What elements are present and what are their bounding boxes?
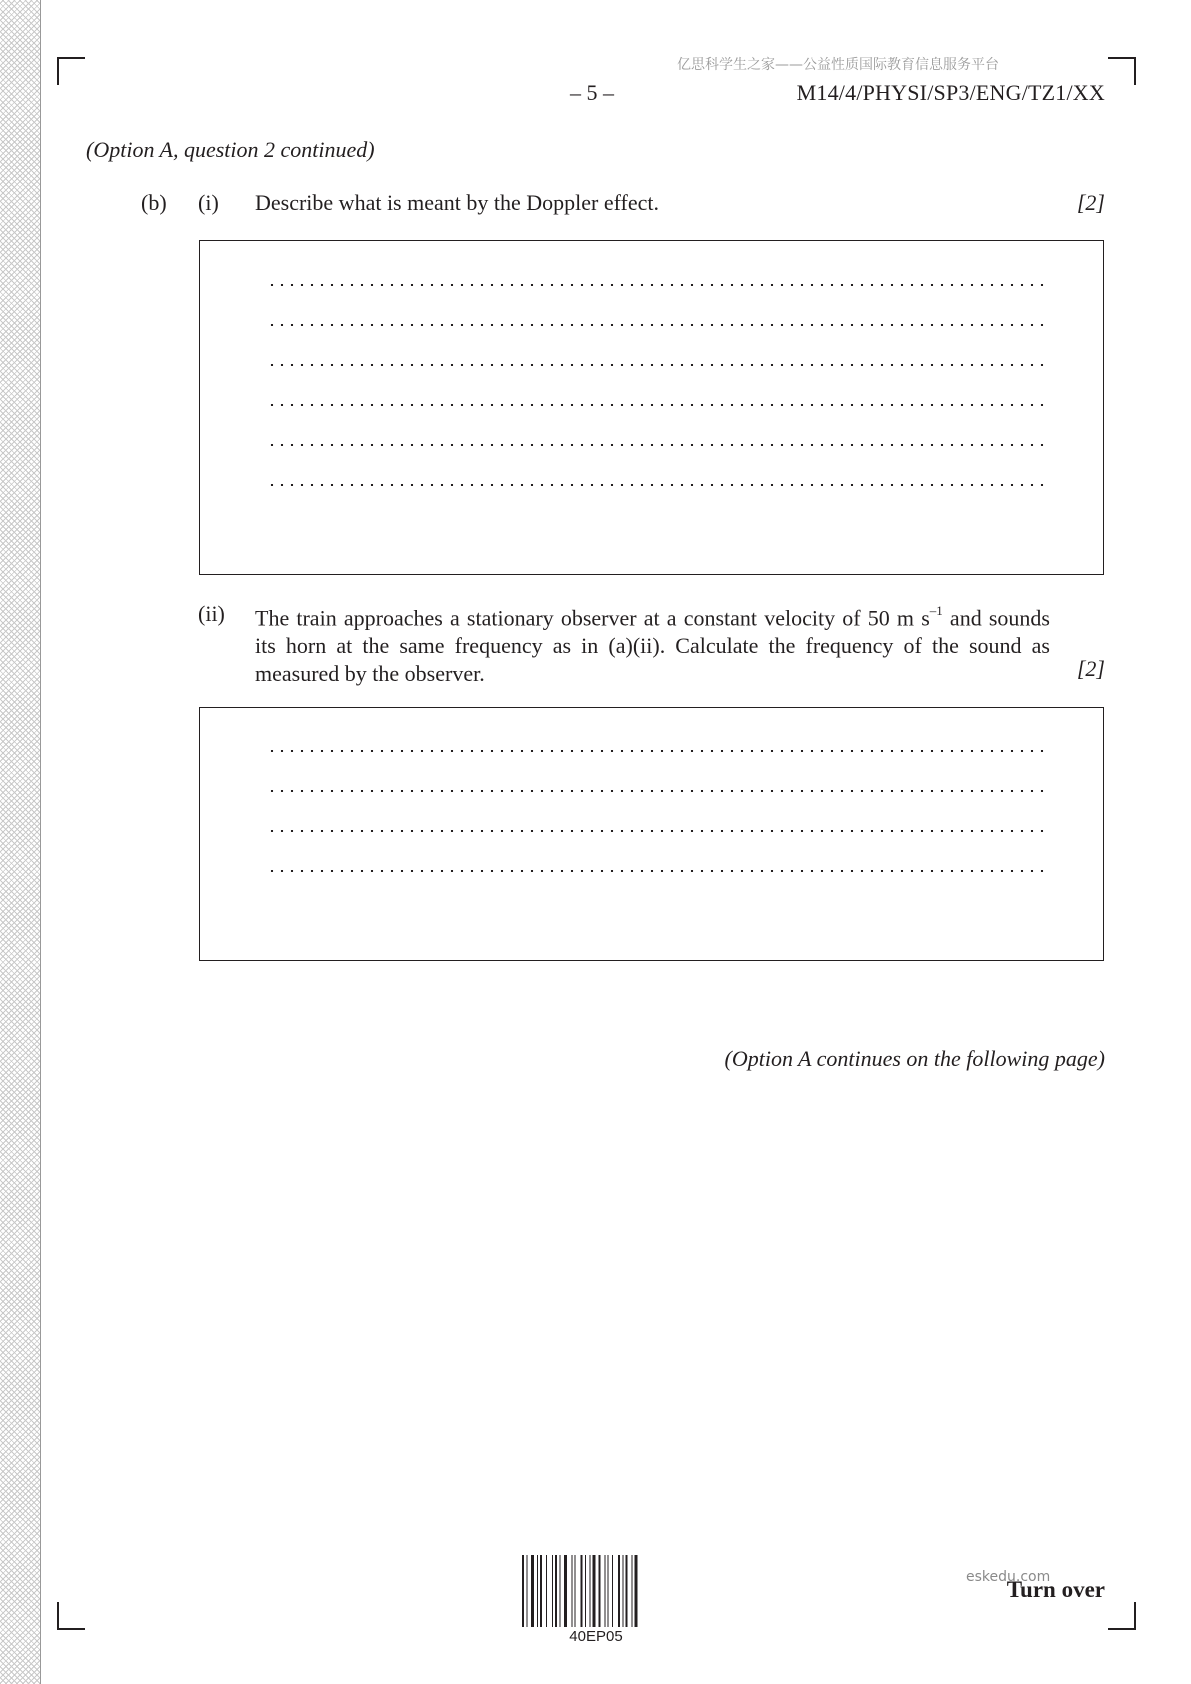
sub-i-marks: [2]	[1076, 190, 1105, 215]
answer-box-ii[interactable]	[199, 707, 1104, 961]
answer-line	[267, 404, 1047, 406]
answer-line	[267, 870, 1047, 872]
answer-line	[267, 324, 1047, 326]
answer-line	[267, 750, 1047, 752]
answer-line	[267, 444, 1047, 446]
sub-i-label: (i)	[198, 190, 219, 215]
page-number: – 5 –	[570, 80, 614, 105]
paper-code: M14/4/PHYSI/SP3/ENG/TZ1/XX	[796, 80, 1105, 105]
barcode-image	[522, 1555, 670, 1627]
header-watermark: 亿思科学生之家——公益性质国际教育信息服务平台	[677, 57, 999, 73]
sub-ii-text-before: The train approaches a stationary observer at a constant velocity of 50 m s	[255, 605, 930, 631]
barcode-text: 40EP05	[569, 1628, 623, 1645]
continues-note: (Option A continues on the following page)	[724, 1046, 1105, 1071]
answer-line	[267, 364, 1047, 366]
part-b-label: (b)	[141, 190, 167, 215]
sub-ii-question	[255, 599, 1050, 688]
sub-ii-marks: [2]	[1076, 656, 1105, 681]
turn-over-label: Turn over	[1006, 1577, 1105, 1602]
crop-mark-bottom-right	[1108, 1602, 1136, 1630]
sub-i-question: Describe what is meant by the Doppler effect.	[255, 190, 660, 215]
binding-edge-pattern	[0, 0, 41, 1684]
answer-line	[267, 790, 1047, 792]
answer-line	[267, 830, 1047, 832]
footer-watermark: eskedu.com	[966, 1569, 1051, 1585]
sub-ii-superscript: –1	[929, 603, 943, 618]
crop-mark-top-right	[1108, 57, 1136, 85]
sub-ii-text-after: and sounds its horn at the same frequency as in (a)(ii). Calculate the frequency of the sound as measured by the observer.	[255, 605, 1050, 687]
crop-mark-bottom-left	[57, 1602, 85, 1630]
crop-mark-top-left	[57, 57, 85, 85]
continued-note: (Option A, question 2 continued)	[86, 137, 375, 162]
answer-box-i[interactable]	[199, 240, 1104, 575]
sub-ii-label: (ii)	[198, 601, 225, 626]
answer-line	[267, 284, 1047, 286]
answer-line	[267, 484, 1047, 486]
